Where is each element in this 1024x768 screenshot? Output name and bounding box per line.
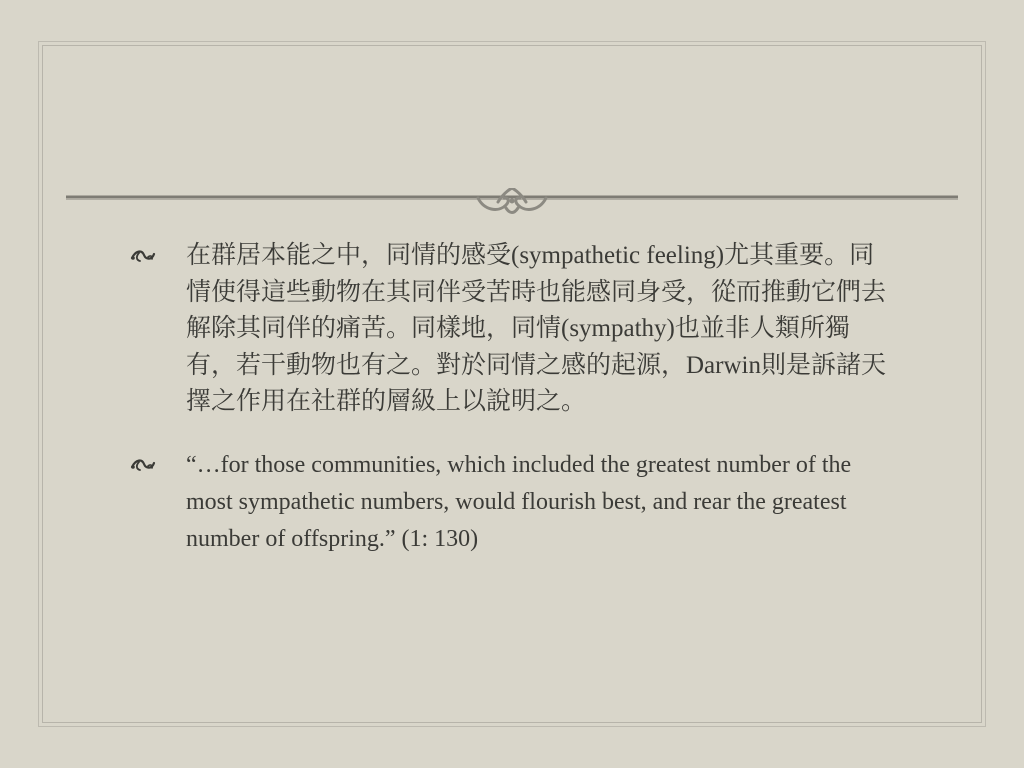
fleuron-icon: [130, 455, 156, 475]
fleuron-icon: [130, 246, 156, 266]
bullet-text: “…for those communities, which included the greatest number of the most sympathetic numbers, would flourish best, and rear the greatest number of offspring.” (1: 130): [186, 451, 852, 552]
slide-content: [130, 238, 890, 584]
ornamental-divider-icon: [66, 188, 958, 218]
bullet-item-2: [130, 447, 890, 558]
bullet-text: 在群居本能之中，同情的感受(sympathetic feeling)尤其重要。同情使得這些動物在其同伴受苦時也能感同身受，從而推動它們去解除其同伴的痛苦。同樣地，同情(sympathy)也並非人類所獨有，若干動物也有之。對於同情之感的起源，Darwin則是訴諸天擇之作用在社群的層級上以說明之。: [186, 242, 887, 415]
bullet-item-1: [130, 238, 890, 421]
